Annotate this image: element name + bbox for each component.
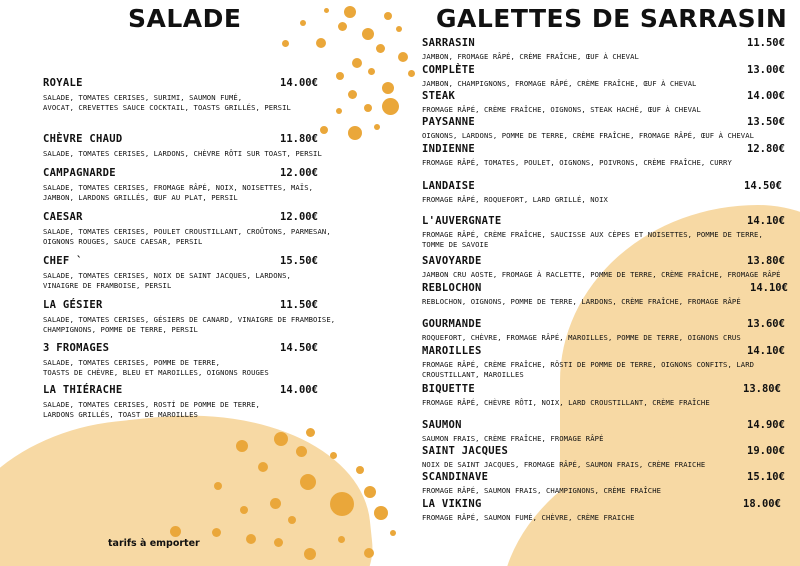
desc-line: JAMBON, CHAMPIGNONS, FROMAGE RÂPÉ, CRÈME FRAÎCHE, ŒUF À CHEVAL — [422, 79, 697, 88]
item-name: SAINT JACQUES — [422, 445, 509, 457]
item-price: 18.00€ — [743, 498, 781, 510]
item-name: CHEF ` — [43, 255, 83, 267]
item-price: 14.50€ — [744, 180, 782, 192]
item-desc — [422, 52, 639, 62]
item-name: SARRASIN — [422, 37, 475, 49]
item-desc — [422, 105, 701, 115]
desc-line: FROMAGE RÂPÉ, TOMATES, POULET, OIGNONS, POIVRONS, CRÈME FRAÎCHE, CURRY — [422, 158, 732, 167]
item-desc — [422, 230, 763, 250]
item-desc — [43, 149, 322, 159]
item-price: 14.00€ — [280, 77, 318, 89]
item-name: 3 FROMAGES — [43, 342, 110, 354]
desc-line: LARDONS GRILLÉS, TOAST DE MAROILLES — [43, 410, 198, 419]
item-desc — [422, 297, 741, 307]
item-name: COMPLÈTE — [422, 64, 475, 76]
item-desc — [43, 315, 335, 335]
item-name: SCANDINAVE — [422, 471, 489, 483]
desc-line: SALADE, TOMATES CERISES, POMME DE TERRE, — [43, 358, 221, 367]
item-price: 14.00€ — [280, 384, 318, 396]
desc-line: SALADE, TOMATES CERISES, NOIX DE SAINT JACQUES, LARDONS, — [43, 271, 291, 280]
item-desc — [422, 270, 781, 280]
desc-line: FROMAGE RÂPÉ, CRÈME FRAÎCHE, RÖSTI DE POMME DE TERRE, OIGNONS CONFITS, LARD — [422, 360, 755, 369]
item-desc — [43, 183, 313, 203]
desc-line: CHAMPIGNONS, POMME DE TERRE, PERSIL — [43, 325, 198, 334]
item-price: 11.50€ — [747, 37, 785, 49]
item-desc — [422, 131, 754, 141]
item-name: LA VIKING — [422, 498, 482, 510]
item-price: 19.00€ — [747, 445, 785, 457]
item-price: 14.50€ — [280, 342, 318, 354]
desc-line: JAMBON, FROMAGE RÂPÉ, CRÈME FRAÎCHE, ŒUF À CHEVAL — [422, 52, 639, 61]
desc-line: VINAIGRE DE FRAMBOISE, PERSIL — [43, 281, 172, 290]
item-name: CAMPAGNARDE — [43, 167, 116, 179]
takeaway-prices-note: tarifs à emporter — [108, 538, 200, 549]
item-price: 14.10€ — [747, 345, 785, 357]
desc-line: ROQUEFORT, CHÈVRE, FROMAGE RÂPÉ, MAROILLES, POMME DE TERRE, OIGNONS CRUS — [422, 333, 741, 342]
item-name: MAROILLES — [422, 345, 482, 357]
desc-line: OIGNONS ROUGES, SAUCE CAESAR, PERSIL — [43, 237, 203, 246]
item-name: INDIENNE — [422, 143, 475, 155]
desc-line: FROMAGE RÂPÉ, CRÈME FRAÎCHE, OIGNONS, STEAK HACHÉ, ŒUF À CHEVAL — [422, 105, 701, 114]
item-price: 15.10€ — [747, 471, 785, 483]
desc-line: SALADE, TOMATES CERISES, SURIMI, SAUMON FUMÉ, — [43, 93, 243, 102]
item-desc — [422, 333, 741, 343]
item-price: 13.00€ — [747, 64, 785, 76]
item-name: L'AUVERGNATE — [422, 215, 502, 227]
item-price: 12.80€ — [747, 143, 785, 155]
desc-line: FROMAGE RÂPÉ, SAUMON FUMÉ, CHÈVRE, CRÈME FRAICHE — [422, 513, 635, 522]
desc-line: SALADE, TOMATES CERISES, POULET CROUSTILLANT, CROÛTONS, PARMESAN, — [43, 227, 331, 236]
item-desc — [422, 398, 710, 408]
desc-line: FROMAGE RÂPÉ, ROQUEFORT, LARD GRILLÉ, NOIX — [422, 195, 608, 204]
item-name: STEAK — [422, 90, 456, 102]
item-price: 13.50€ — [747, 116, 785, 128]
item-price: 11.50€ — [280, 299, 318, 311]
item-desc — [422, 513, 635, 523]
item-name: PAYSANNE — [422, 116, 475, 128]
item-price: 14.90€ — [747, 419, 785, 431]
item-name: REBLOCHON — [422, 282, 482, 294]
item-price: 13.60€ — [747, 318, 785, 330]
item-desc — [422, 434, 604, 444]
galettes-title: GALETTES DE SARRASIN — [436, 4, 788, 33]
item-name: ROYALE — [43, 77, 83, 89]
salade-title: SALADE — [128, 4, 242, 33]
item-name: LANDAISE — [422, 180, 475, 192]
item-desc — [422, 195, 608, 205]
item-name: BIQUETTE — [422, 383, 475, 395]
desc-line: TOMME DE SAVOIE — [422, 240, 489, 249]
item-name: CHÈVRE CHAUD — [43, 133, 123, 145]
item-desc — [422, 486, 661, 496]
item-price: 15.50€ — [280, 255, 318, 267]
item-desc — [43, 400, 260, 420]
desc-line: SAUMON FRAIS, CRÈME FRAÎCHE, FROMAGE RÂPÉ — [422, 434, 604, 443]
desc-line: FROMAGE RÂPÉ, CRÈME FRAÎCHE, SAUCISSE AUX CÈPES ET NOISETTES, POMME DE TERRE, — [422, 230, 763, 239]
item-price: 12.00€ — [280, 211, 318, 223]
desc-line: NOIX DE SAINT JACQUES, FROMAGE RÂPÉ, SAUMON FRAIS, CRÈME FRAICHE — [422, 460, 706, 469]
desc-line: SALADE, TOMATES CERISES, ROSTÍ DE POMME DE TERRE, — [43, 400, 260, 409]
item-name: CAESAR — [43, 211, 83, 223]
item-name: SAVOYARDE — [422, 255, 482, 267]
item-price: 11.80€ — [280, 133, 318, 145]
item-price: 12.00€ — [280, 167, 318, 179]
desc-line: JAMBON, LARDONS GRILLÉS, ŒUF AU PLAT, PERSIL — [43, 193, 238, 202]
item-price: 13.80€ — [743, 383, 781, 395]
item-name: SAUMON — [422, 419, 462, 431]
item-name: LA THIÉRACHE — [43, 384, 123, 396]
desc-line: TOASTS DE CHÈVRE, BLEU ET MAROILLES, OIGNONS ROUGES — [43, 368, 269, 377]
item-desc — [422, 79, 697, 89]
item-desc — [422, 460, 705, 470]
item-desc — [43, 271, 291, 291]
item-price: 13.80€ — [747, 255, 785, 267]
item-desc — [43, 93, 291, 113]
item-price: 14.10€ — [747, 215, 785, 227]
desc-line: JAMBON CRU AOSTE, FROMAGE À RACLETTE, POMME DE TERRE, CRÈME FRAÎCHE, FROMAGE RÂPÉ — [422, 270, 781, 279]
desc-line: REBLOCHON, OIGNONS, POMME DE TERRE, LARDONS, CRÈME FRAÎCHE, FROMAGE RÂPÉ — [422, 297, 741, 306]
desc-line: FROMAGE RÂPÉ, SAUMON FRAIS, CHAMPIGNONS, CRÈME FRAÎCHE — [422, 486, 662, 495]
desc-line: FROMAGE RÂPÉ, CHÈVRE RÔTI, NOIX, LARD CROUSTILLANT, CRÈME FRAÎCHE — [422, 398, 710, 407]
desc-line: OIGNONS, LARDONS, POMME DE TERRE, CRÈME FRAÎCHE, FROMAGE RÂPÉ, ŒUF À CHEVAL — [422, 131, 755, 140]
item-price: 14.00€ — [747, 90, 785, 102]
item-desc — [43, 227, 331, 247]
desc-line: SALADE, TOMATES CERISES, FROMAGE RÂPÉ, NOIX, NOISETTES, MAÏS, — [43, 183, 314, 192]
item-price: 14.10€ — [750, 282, 788, 294]
item-desc — [43, 358, 269, 378]
desc-line: SALADE, TOMATES CERISES, GÉSIERS DE CANARD, VINAIGRE DE FRAMBOISE, — [43, 315, 336, 324]
desc-line: AVOCAT, CREVETTES SAUCE COCKTAIL, TOASTS GRILLÉS, PERSIL — [43, 103, 291, 112]
item-desc — [422, 360, 754, 380]
desc-line: SALADE, TOMATES CERISES, LARDONS, CHÈVRE RÔTI SUR TOAST, PERSIL — [43, 149, 322, 158]
desc-line: CROUSTILLANT, MAROILLES — [422, 370, 524, 379]
item-name: GOURMANDE — [422, 318, 482, 330]
item-desc — [422, 158, 732, 168]
item-name: LA GÉSIER — [43, 299, 103, 311]
